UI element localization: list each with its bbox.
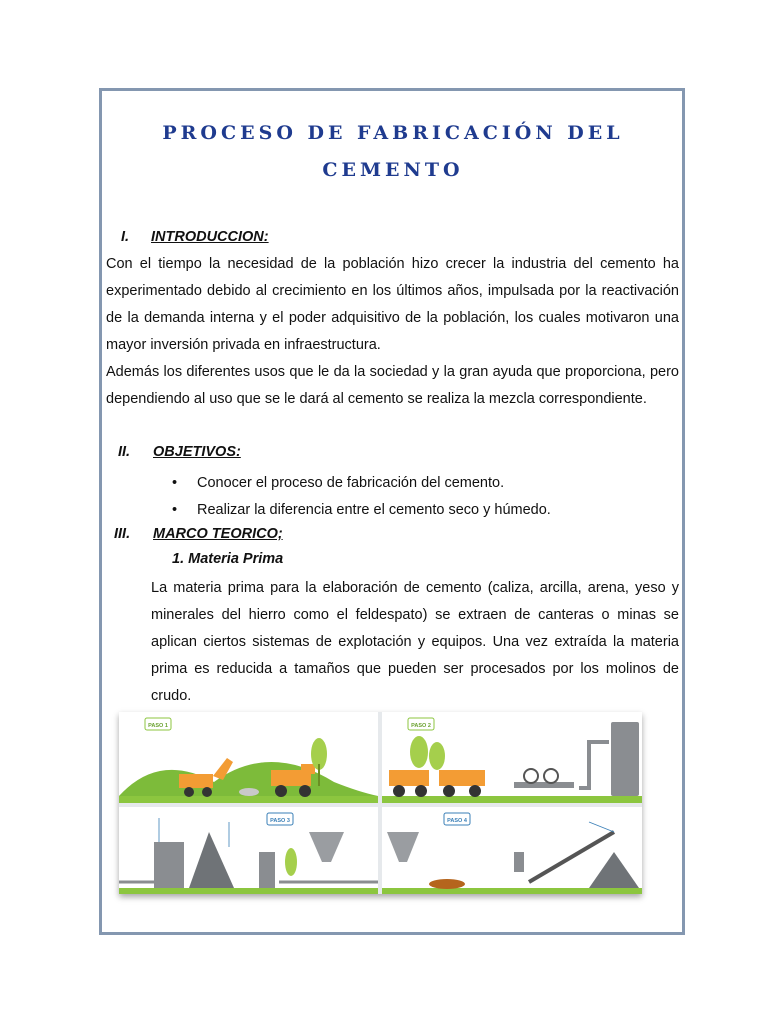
step-label: PASO 1: [148, 723, 168, 729]
intro-paragraph-2: Además los diferentes usos que le da la sociedad y la gran ayuda que proporciona, pero dependiendo al uso que se le dará al cemento se realiza la mezcla correspondiente.: [106, 364, 679, 407]
subheading-materia-prima: 1. Materia Prima: [172, 551, 284, 567]
step-label: PASO 2: [411, 723, 431, 729]
step-label: PASO 4: [447, 818, 467, 824]
mill-icon: [259, 852, 275, 888]
objectives-list: [172, 470, 551, 524]
rocks-icon: [239, 788, 259, 796]
list-item: • Realizar la diferencia entre el cemento seco y húmedo.: [172, 497, 551, 524]
process-diagram-image: [119, 712, 642, 894]
step-label: PASO 3: [270, 818, 290, 824]
section-number: I.: [121, 229, 130, 245]
list-item: • Conocer el proceso de fabricación del cemento.: [172, 470, 551, 497]
document-title-line2: CEMENTO: [322, 159, 464, 181]
silo-icon: [611, 722, 639, 796]
section-title: OBJETIVOS:: [153, 444, 241, 460]
clinker-pile: [429, 879, 465, 889]
section-title: MARCO TEORICO;: [153, 526, 283, 542]
intro-paragraph-1: Con el tiempo la necesidad de la población hizo crecer la industria del cemento ha experimentado debido al crecimiento en los últimos años, impulsada por la reactivación de la demanda interna y el poder adquisitivo de la población, los cuales motivaron una mayor inversión privada en infraestructura.: [106, 256, 679, 353]
cement-process-illustration: [119, 712, 642, 894]
document-title-line1: PROCESO DE FABRICACIÓN DEL: [162, 122, 624, 144]
materia-prima-paragraph: La materia prima para la elaboración de cemento (caliza, arcilla, arena, yeso y minerales del hierro como el feldespato) se extraen de canteras o minas se aplican ciertos sistemas de explotación y equipos. Una vez extraída la materia prima es reducida a tamaños que pueden ser procesados por los molinos de crudo.: [151, 580, 679, 704]
section-number: III.: [114, 526, 131, 542]
section-number: II.: [118, 444, 131, 460]
section-title: INTRODUCCION:: [151, 229, 269, 245]
